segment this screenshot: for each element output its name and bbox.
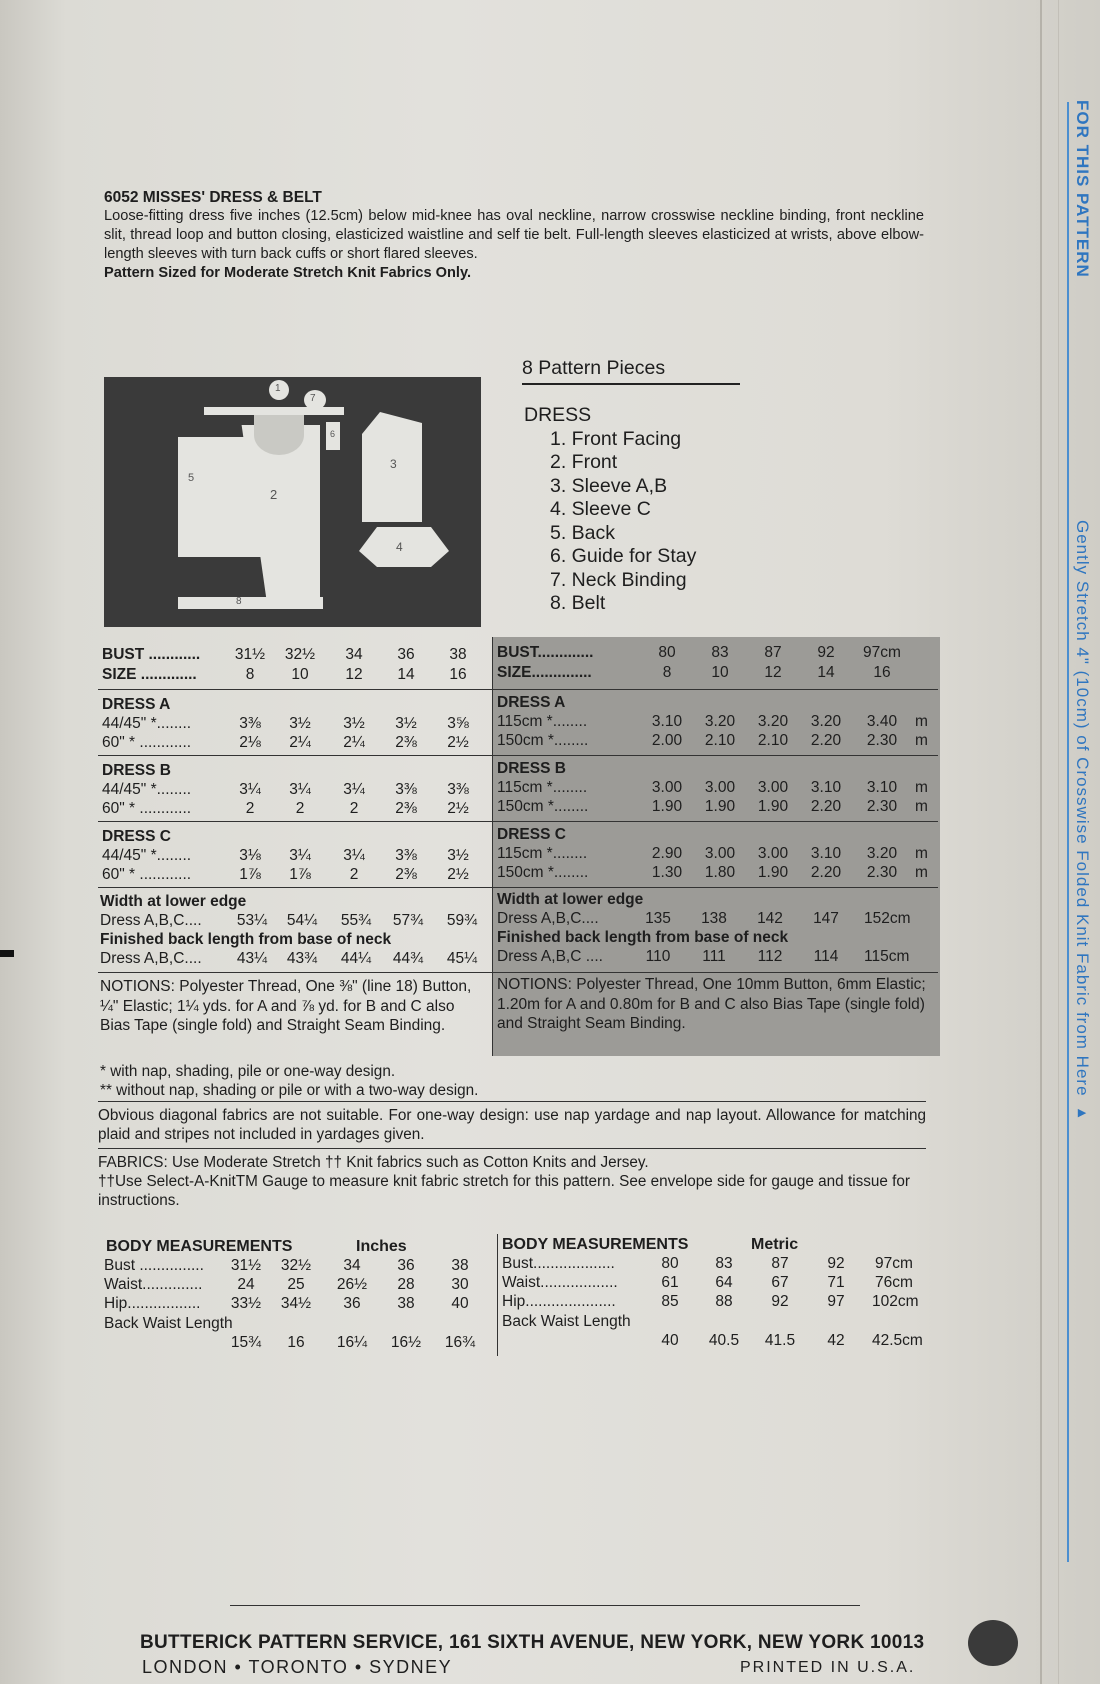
footer-rule bbox=[230, 1605, 860, 1606]
body-value: 40 bbox=[451, 1295, 469, 1312]
body-row-label: Waist.............. bbox=[104, 1276, 203, 1293]
piece-number: 8 bbox=[236, 596, 242, 607]
yardage-value: 3.20 bbox=[704, 713, 736, 730]
bust-value: 92 bbox=[817, 644, 835, 661]
body-value: 64 bbox=[715, 1274, 733, 1291]
piece-item: 8. Belt bbox=[550, 592, 606, 614]
body-value: 71 bbox=[827, 1274, 845, 1291]
back-value: 115cm bbox=[864, 948, 910, 965]
piece-item: 4. Sleeve C bbox=[550, 498, 651, 520]
size-value: 8 bbox=[245, 666, 255, 683]
unit: m bbox=[915, 845, 928, 862]
divider bbox=[98, 1101, 926, 1102]
notions-imperial: NOTIONS: Polyester Thread, One ⅜" (line 18) Button, ¼" Elastic; 1¼ yds. for A and ⅞ yd. for B and C also Bias Tape (single fold) and Straight Seam Binding. bbox=[100, 978, 472, 1034]
fabric-width-label: 115cm *........ bbox=[497, 713, 588, 730]
pieces-list bbox=[524, 404, 696, 616]
back-waist-value: 16¼ bbox=[336, 1334, 368, 1351]
size-value: 12 bbox=[764, 664, 782, 681]
width-row-label: Dress A,B,C.... bbox=[100, 912, 202, 929]
piece-item: 5. Back bbox=[550, 521, 616, 544]
dress-name: DRESS C bbox=[102, 828, 171, 845]
yardage-value: 2.20 bbox=[810, 864, 842, 881]
piece-sleeve-c bbox=[359, 527, 449, 567]
fabric-width-label: 60" * ............ bbox=[102, 734, 192, 751]
body-value: 85 bbox=[661, 1293, 679, 1310]
unit: m bbox=[915, 864, 928, 881]
piece-number: 4 bbox=[396, 540, 403, 554]
piece-number: 5 bbox=[188, 472, 195, 484]
back-row-label: Dress A,B,C .... bbox=[497, 948, 603, 965]
table-rule bbox=[98, 887, 938, 888]
body-value: 32½ bbox=[280, 1257, 312, 1274]
body-value: 34 bbox=[343, 1257, 361, 1274]
body-value: 80 bbox=[661, 1255, 679, 1272]
bust-label: BUST ............ bbox=[102, 646, 201, 663]
dress-name: DRESS A bbox=[102, 696, 171, 713]
yardage-value: 3⅛ bbox=[239, 847, 261, 864]
yardage-value: 3⅝ bbox=[447, 715, 469, 732]
width-value: 59¾ bbox=[446, 912, 478, 929]
yardage-value: 3.10 bbox=[651, 713, 683, 730]
piece-number: 3 bbox=[390, 457, 397, 471]
fabric-width-label: 115cm *........ bbox=[497, 845, 588, 862]
yardage-value: 3.20 bbox=[866, 845, 898, 862]
yardage-value: 2.10 bbox=[704, 732, 736, 749]
back-value: 45¼ bbox=[446, 950, 478, 967]
fabric-width-label: 60" * ............ bbox=[102, 866, 192, 883]
dress-name: DRESS A bbox=[497, 694, 566, 711]
bust-value: 38 bbox=[449, 646, 467, 663]
yardage-value: 3½ bbox=[289, 715, 311, 732]
yardage-value: 3¼ bbox=[343, 847, 365, 864]
body-value: 97 bbox=[827, 1293, 845, 1310]
fabric-width-label: 150cm *........ bbox=[497, 864, 589, 881]
unit: m bbox=[915, 779, 928, 796]
body-value: 87 bbox=[771, 1255, 789, 1272]
piece-number: 2 bbox=[270, 487, 278, 502]
yardage-value: 2¼ bbox=[343, 734, 365, 751]
yardage-value: 3½ bbox=[447, 847, 469, 864]
back-waist-label: Back Waist Length bbox=[502, 1313, 631, 1330]
size-value: 14 bbox=[817, 664, 835, 681]
fabric-width-label: 150cm *........ bbox=[497, 798, 589, 815]
fold-line bbox=[1040, 0, 1042, 1684]
back-value: 110 bbox=[645, 948, 671, 965]
yardage-value: 3.00 bbox=[704, 779, 736, 796]
piece-belt bbox=[178, 597, 323, 609]
yardage-value: 3.20 bbox=[757, 713, 789, 730]
bust-value: 34 bbox=[345, 646, 363, 663]
fabric-width-label: 44/45" *........ bbox=[102, 715, 192, 732]
yardage-value: 3.00 bbox=[651, 779, 683, 796]
width-value: 135 bbox=[645, 910, 671, 927]
yardage-value: 3¼ bbox=[239, 781, 261, 798]
yardage-value: 3.10 bbox=[866, 779, 898, 796]
size-value: 16 bbox=[873, 664, 891, 681]
piece-number: 1 bbox=[275, 383, 281, 394]
yardage-value: 2.10 bbox=[757, 732, 789, 749]
table-rule bbox=[98, 972, 938, 973]
yardage-value: 1.90 bbox=[757, 864, 789, 881]
fabric-width-label: 150cm *........ bbox=[497, 732, 589, 749]
yardage-value: 2.00 bbox=[651, 732, 683, 749]
body-value: 88 bbox=[715, 1293, 733, 1310]
bust-value: 83 bbox=[711, 644, 729, 661]
fabric-width-label: 60" * ............ bbox=[102, 800, 192, 817]
without-nap-note: ** without nap, shading or pile or with a two-way design. bbox=[100, 1082, 479, 1099]
yardage-value: 2.30 bbox=[866, 864, 898, 881]
yardage-value: 3.00 bbox=[757, 779, 789, 796]
yardage-value: 2 bbox=[245, 800, 255, 817]
back-waist-value: 16½ bbox=[390, 1334, 422, 1351]
piece-item: 6. Guide for Stay bbox=[550, 545, 697, 567]
bust-value: 31½ bbox=[234, 646, 266, 663]
yardage-value: 3½ bbox=[343, 715, 365, 732]
yardage-value: 1.90 bbox=[704, 798, 736, 815]
yardage-value: 2.30 bbox=[866, 798, 898, 815]
back-waist-label: Back Waist Length bbox=[104, 1315, 233, 1332]
yardage-value: 3.40 bbox=[866, 713, 898, 730]
yardage-value: 2.20 bbox=[810, 798, 842, 815]
table-divider bbox=[492, 637, 493, 1056]
width-value: 55¾ bbox=[340, 912, 372, 929]
yardage-value: 3.00 bbox=[757, 845, 789, 862]
pattern-note: Pattern Sized for Moderate Stretch Knit Fabrics Only. bbox=[104, 265, 472, 281]
yardage-value: 1⅞ bbox=[239, 866, 261, 883]
back-value: 44¾ bbox=[392, 950, 424, 967]
size-value: 8 bbox=[662, 664, 672, 681]
side-label-top: FOR THIS PATTERN bbox=[1073, 100, 1092, 278]
width-value: 138 bbox=[701, 910, 727, 927]
yardage-value: 1.30 bbox=[651, 864, 683, 881]
body-value: 36 bbox=[343, 1295, 361, 1312]
fabric-width-label: 44/45" *........ bbox=[102, 781, 192, 798]
unit: m bbox=[915, 713, 928, 730]
body-row-label: Bust................... bbox=[502, 1255, 615, 1272]
body-value: 26½ bbox=[336, 1276, 368, 1293]
back-label: Finished back length from base of neck bbox=[100, 931, 392, 948]
unit: m bbox=[915, 732, 928, 749]
piece-front-facing bbox=[254, 415, 304, 455]
fold-line bbox=[1058, 0, 1059, 1684]
table-rule bbox=[98, 689, 938, 690]
back-value: 43¼ bbox=[236, 950, 268, 967]
bust-value: 80 bbox=[658, 644, 676, 661]
back-waist-value: 16¾ bbox=[444, 1334, 476, 1351]
yardage-value: 3⅜ bbox=[395, 847, 417, 864]
body-value: 25 bbox=[287, 1276, 305, 1293]
edge-mark bbox=[0, 950, 14, 957]
pieces-group: DRESS bbox=[524, 404, 592, 426]
yardage-value: 3.00 bbox=[704, 845, 736, 862]
size-value: 10 bbox=[711, 664, 729, 681]
body-value: 38 bbox=[451, 1257, 469, 1274]
piece-number: 7 bbox=[310, 393, 316, 404]
body-value: 102cm bbox=[872, 1293, 919, 1310]
yardage-value: 2 bbox=[349, 800, 359, 817]
yardage-value: 2⅛ bbox=[239, 734, 261, 751]
body-value: 36 bbox=[397, 1257, 415, 1274]
yardage-value: 3¼ bbox=[289, 781, 311, 798]
dress-name: DRESS B bbox=[497, 760, 566, 777]
fabrics-note bbox=[98, 1153, 928, 1210]
yardage-value: 3⅜ bbox=[239, 715, 261, 732]
body-value: 38 bbox=[397, 1295, 415, 1312]
back-value: 114 bbox=[813, 948, 839, 965]
table-divider bbox=[497, 1234, 498, 1356]
body-value: 61 bbox=[661, 1274, 679, 1291]
back-row-label: Dress A,B,C.... bbox=[100, 950, 202, 967]
company-cities: LONDON • TORONTO • SYDNEY bbox=[142, 1657, 453, 1677]
body-value: 34½ bbox=[280, 1295, 312, 1312]
width-value: 53¼ bbox=[236, 912, 268, 929]
printed-in: PRINTED IN U.S.A. bbox=[740, 1659, 916, 1676]
dress-name: DRESS B bbox=[102, 762, 171, 779]
body-value: 33½ bbox=[230, 1295, 262, 1312]
size-label: SIZE ............. bbox=[102, 666, 197, 683]
piece-item: 1. Front Facing bbox=[550, 427, 682, 450]
piece-item: 7. Neck Binding bbox=[550, 568, 687, 591]
body-unit: Metric bbox=[751, 1236, 799, 1253]
yardage-value: 3.10 bbox=[810, 845, 842, 862]
yardage-value: 1.90 bbox=[757, 798, 789, 815]
piece-item: 2. Front bbox=[550, 451, 618, 473]
back-waist-value: 40.5 bbox=[708, 1332, 740, 1349]
yardage-value: 1⅞ bbox=[289, 866, 311, 883]
size-value: 16 bbox=[449, 666, 467, 683]
divider bbox=[98, 1148, 926, 1149]
side-label-middle: Gently Stretch 4" (10cm) of Crosswise Folded Knit Fabric from Here ▸ bbox=[1073, 520, 1092, 1124]
yardage-value: 3⅜ bbox=[395, 781, 417, 798]
back-waist-value: 41.5 bbox=[764, 1332, 796, 1349]
fabric-width-label: 115cm *........ bbox=[497, 779, 588, 796]
body-value: 30 bbox=[451, 1276, 469, 1293]
body-value: 76cm bbox=[875, 1274, 913, 1291]
bust-value: 36 bbox=[397, 646, 415, 663]
size-label: SIZE.............. bbox=[497, 664, 592, 681]
pattern-header bbox=[104, 188, 924, 283]
body-value: 67 bbox=[771, 1274, 789, 1291]
yardage-value: 3⅜ bbox=[447, 781, 469, 798]
bust-label: BUST............. bbox=[497, 644, 594, 661]
pattern-title: 6052 MISSES' DRESS & BELT bbox=[104, 189, 322, 206]
back-waist-value: 16 bbox=[287, 1334, 305, 1351]
width-label: Width at lower edge bbox=[497, 891, 644, 908]
yardage-value: 2½ bbox=[447, 800, 469, 817]
yardage-value: 3¼ bbox=[289, 847, 311, 864]
yardage-value: 2½ bbox=[447, 734, 469, 751]
width-value: 152cm bbox=[864, 910, 911, 927]
fabrics-text: FABRICS: Use Moderate Stretch †† Knit fabrics such as Cotton Knits and Jersey. bbox=[98, 1154, 649, 1171]
width-value: 147 bbox=[813, 910, 839, 927]
diagonal-note: Obvious diagonal fabrics are not suitable. For one-way design: use nap yardage and nap layout. Allowance for matching plaid and stripes not included in yardages given. bbox=[98, 1107, 926, 1143]
width-row-label: Dress A,B,C.... bbox=[497, 910, 599, 927]
body-row-label: Hip................. bbox=[104, 1295, 201, 1312]
width-label: Width at lower edge bbox=[100, 893, 247, 910]
body-row-label: Hip..................... bbox=[502, 1293, 616, 1310]
width-value: 57¾ bbox=[392, 912, 424, 929]
yardage-value: 2⅜ bbox=[395, 734, 417, 751]
gauge-text: ††Use Select-A-KnitTM Gauge to measure knit fabric stretch for this pattern. See envelope side for gauge and tissue for instructions. bbox=[98, 1173, 911, 1209]
yardage-value: 2.90 bbox=[651, 845, 683, 862]
back-value: 44¼ bbox=[340, 950, 372, 967]
width-value: 54¼ bbox=[286, 912, 318, 929]
pieces-heading: 8 Pattern Pieces bbox=[522, 357, 740, 385]
body-value: 92 bbox=[771, 1293, 789, 1310]
yardage-value: 2 bbox=[349, 866, 359, 883]
size-value: 10 bbox=[291, 666, 309, 683]
body-unit: Inches bbox=[356, 1238, 407, 1255]
table-rule bbox=[98, 821, 938, 822]
unit: m bbox=[915, 798, 928, 815]
yardage-value: 2.30 bbox=[866, 732, 898, 749]
fabric-width-label: 44/45" *........ bbox=[102, 847, 192, 864]
body-value: 83 bbox=[715, 1255, 733, 1272]
body-value: 97cm bbox=[875, 1255, 913, 1272]
back-label: Finished back length from base of neck bbox=[497, 929, 789, 946]
back-waist-value: 15¾ bbox=[230, 1334, 262, 1351]
size-value: 14 bbox=[397, 666, 415, 683]
yardage-value: 3½ bbox=[395, 715, 417, 732]
company-address: BUTTERICK PATTERN SERVICE, 161 SIXTH AVENUE, NEW YORK, NEW YORK 10013 bbox=[140, 1632, 925, 1653]
notions-metric: NOTIONS: Polyester Thread, One 10mm Button, 6mm Elastic; 1.20m for A and 0.80m for B and C also Bias Tape (single fold) and Straight Seam Binding. bbox=[497, 976, 926, 1032]
back-waist-value: 42.5cm bbox=[872, 1332, 923, 1349]
piece-item: 3. Sleeve A,B bbox=[550, 474, 668, 497]
yardage-value: 2¼ bbox=[289, 734, 311, 751]
yardage-value: 1.90 bbox=[651, 798, 683, 815]
body-heading: BODY MEASUREMENTS bbox=[502, 1236, 689, 1253]
yardage-value: 2⅜ bbox=[395, 800, 417, 817]
bust-value: 32½ bbox=[284, 646, 316, 663]
piece-number: 6 bbox=[330, 429, 336, 439]
ink-stamp bbox=[968, 1620, 1018, 1666]
size-value: 12 bbox=[345, 666, 363, 683]
back-value: 111 bbox=[702, 948, 726, 965]
yardage-value: 2 bbox=[295, 800, 305, 817]
yardage-value: 3¼ bbox=[343, 781, 365, 798]
dress-name: DRESS C bbox=[497, 826, 566, 843]
body-heading: BODY MEASUREMENTS bbox=[106, 1238, 293, 1255]
table-rule bbox=[98, 755, 938, 756]
width-value: 142 bbox=[757, 910, 783, 927]
yardage-value: 2½ bbox=[447, 866, 469, 883]
body-value: 28 bbox=[397, 1276, 415, 1293]
yardage-value: 2.20 bbox=[810, 732, 842, 749]
yardage-value: 3.20 bbox=[810, 713, 842, 730]
piece-neck-binding bbox=[204, 407, 344, 415]
nap-notes bbox=[100, 1062, 940, 1100]
back-value: 112 bbox=[757, 948, 783, 965]
body-row-label: Bust ............... bbox=[104, 1257, 204, 1274]
back-waist-value: 42 bbox=[827, 1332, 845, 1349]
body-value: 24 bbox=[237, 1276, 255, 1293]
bust-value: 87 bbox=[764, 644, 782, 661]
body-value: 92 bbox=[827, 1255, 845, 1272]
yardage-value: 3.10 bbox=[810, 779, 842, 796]
body-row-label: Waist.................. bbox=[502, 1274, 618, 1291]
bust-value: 97cm bbox=[863, 644, 901, 661]
back-waist-value: 40 bbox=[661, 1332, 679, 1349]
body-value: 31½ bbox=[230, 1257, 262, 1274]
yardage-value: 1.80 bbox=[704, 864, 736, 881]
pattern-description: Loose-fitting dress five inches (12.5cm) below mid-knee has oval neckline, narrow crosswise neckline binding, front neckline slit, thread loop and button closing, elasticized waistline and self tie belt. Full-length sleeves elasticized at wrists, above elbow-length sleeves with turn back cuffs or short flared sleeves. bbox=[104, 208, 924, 262]
back-value: 43¾ bbox=[286, 950, 318, 967]
yardage-value: 2⅜ bbox=[395, 866, 417, 883]
pattern-pieces-photo bbox=[104, 377, 481, 627]
nap-note: * with nap, shading, pile or one-way design. bbox=[100, 1063, 396, 1080]
